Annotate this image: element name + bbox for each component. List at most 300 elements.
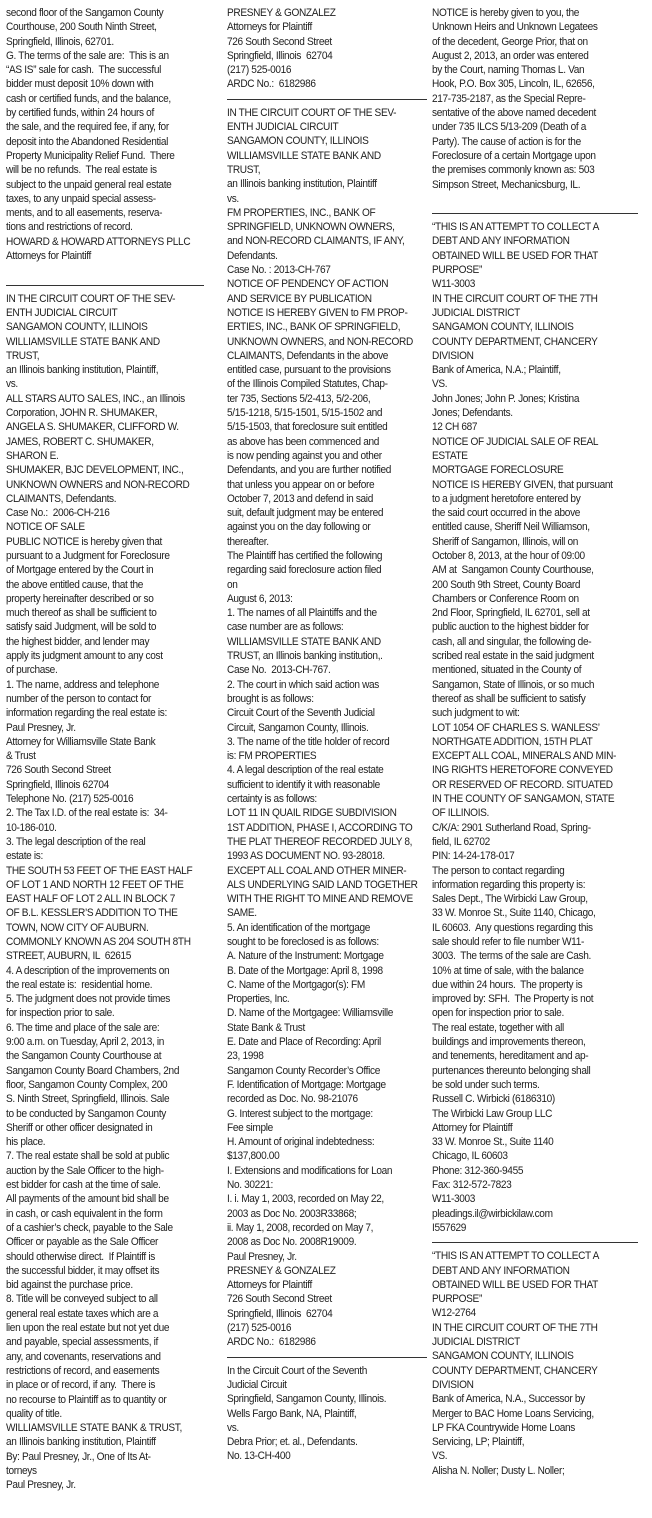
notice-text-line: “THIS IS AN ATTEMPT TO COLLECT A [432,221,599,234]
notice-text-line: to be conducted by Sangamon County [6,1107,166,1120]
notice-text-line: Springfield, Illinois 62704 [6,778,109,791]
notice-text-line: the said court occurred in the above [432,507,581,520]
notice-text-line: estate is: [6,850,43,863]
notice-text-line: 726 South Second Street [227,1293,332,1306]
notice-text-line: IN THE COUNTY OF SANGAMON, STATE [432,793,615,806]
notice-text-line: Defendants. [227,249,278,262]
notice-text-line: OF B.L. KESSLER’S ADDITION TO THE [6,907,178,920]
notice-text-line: E. Date and Place of Recording: April [227,1036,381,1049]
notice-text-line: and tenements, hereditament and ap- [432,1050,589,1063]
notice-text-line: Sangamon County Board Chambers, 2nd [6,1064,180,1077]
notice-text-line: CLAIMANTS, Defendants in the above [227,349,389,362]
notice-text-line: against you on the day following or [227,521,371,534]
notice-text-line: Paul Presney, Jr. [6,721,76,734]
notice-text-line: All payments of the amount bid shall be [6,1193,169,1206]
notice-text-line: NOTICE OF SALE [6,521,85,534]
notice-text-line: OR RESERVED OF RECORD. SITUATED [432,778,613,791]
notice-text-line: Merger to BAC Home Loans Servicing, [432,1407,594,1420]
notice-text-line: 2008 as Doc No. 2008R19009. [227,1236,357,1249]
notice-text-line: Judicial Circuit [227,1378,287,1391]
notice-text-line: open for inspection prior to sale. [432,1007,564,1020]
notice-text-line: August 6, 2013: [227,592,293,605]
legal-notice [227,1364,433,1464]
notice-text-line: “AS IS” sale for cash. The successful [6,64,161,77]
notice-text-line: no recourse to Plaintiff as to quantity or [6,1393,167,1406]
notice-text-line: deposit into the Abandoned Residential [6,135,168,148]
notice-text-line: and payable, special assessments, if [6,1336,158,1349]
notice-text-line: Fee simple [227,1121,273,1134]
notice-text-line: vs. [227,192,239,205]
notice-text-line: DEBT AND ANY INFORMATION [432,235,570,248]
notice-text-line: LP FKA Countrywide Home Loans [432,1421,575,1434]
notice-text-line: sale should refer to file number W11- [432,936,584,948]
notice-text-line: MORTGAGE FORECLOSURE [432,464,564,477]
notice-text-line: will be no refunds. The real estate is [6,164,157,177]
notice-text-line: Telephone No. (217) 525-0016 [6,793,134,806]
notice-text-line: 200 South 9th Street, County Board [432,578,581,591]
notice-text-line: Case No. : 2013-CH-767 [227,264,331,277]
notice-text-line: (217) 525-0016 [227,1322,292,1335]
notice-text-line: sentative of the above named decedent [432,107,597,120]
notice-text-line: 12 CH 687 [432,421,478,434]
notice-text-line: IN THE CIRCUIT COURT OF THE 7TH [432,1321,598,1334]
notice-text-line: No. 30221: [227,1179,273,1192]
notice-text-line: IN THE CIRCUIT COURT OF THE 7TH [432,292,598,305]
notice-text-line: 1ST ADDITION, PHASE I, ACCORDING TO [227,821,413,834]
notice-text-line: August 2, 2013, an order was entered [432,49,589,62]
notice-text-line: 1993 AS DOCUMENT NO. 93-28018. [227,850,385,863]
notice-text-line: the highest bidder, and lender may [6,635,150,648]
notice-text-line: ments, and to all easements, reserva- [6,207,163,220]
notice-text-line: In the Circuit Court of the Seventh [227,1364,367,1377]
notice-text-line: STREET, AUBURN, IL 62615 [6,950,132,963]
notice-text-line: EXCEPT ALL COAL AND OTHER MINER- [227,864,407,877]
notice-text-line: Attorneys for Plaintiff [227,1279,313,1292]
notice-divider [227,99,427,100]
notice-text-line: The real estate, together with all [432,1021,564,1034]
notice-text-line: 10% at time of sale, with the balance [432,964,584,977]
notice-text-line: sufficient to identify it with reasonable [227,778,380,791]
notice-text-line: TRUST, an Illinois banking institution,. [227,650,383,663]
notice-text-line: LOT 1054 OF CHARLES S. WANLESS’ [432,721,600,734]
notice-text-line: I. i. May 1, 2003, recorded on May 22, [227,1193,384,1206]
notice-text-line: 3003. The terms of the sale are Cash. [432,950,591,963]
notice-text-line: entitled cause, Sheriff Neil Williamson, [432,521,590,534]
notice-text-line: Attorney for Plaintiff [432,1121,513,1134]
legal-notice [432,1249,638,1478]
notice-text-line: VS. [432,378,448,391]
notice-text-line: SHUMAKER, BJC DEVELOPMENT, INC., [6,464,184,477]
notice-text-line: CLAIMANTS, Defendants. [6,492,117,505]
notice-text-line: Defendants, and you are further notified [227,464,392,477]
notice-text-line: Attorneys for Plaintiff [227,21,313,34]
notice-text-line: B. Date of the Mortgage: April 8, 1998 [227,964,383,977]
notice-text-line: 5/15-1218, 5/15-1501, 5/15-1502 and [227,407,383,420]
notice-text-line: thereof as shall be sufficient to satisfy [432,692,586,705]
notice-text-line: Circuit Court of the Seventh Judicial [227,707,375,720]
notice-text-line: buildings and improvements thereon, [432,1036,586,1049]
notice-text-line: Properties, Inc. [227,993,290,1006]
notice-text-line: DIVISION [432,349,474,362]
notice-text-line: PUBLIC NOTICE is hereby given that [6,535,163,548]
notice-text-line: 2. The court in which said action was [227,678,379,691]
notice-text-line: S. Ninth Street, Springfield, Illinois. Sale [6,1093,170,1106]
notice-text-line: of a cashier’s check, payable to the Sale [6,1221,173,1234]
notice-text-line: number of the person to contact for [6,692,152,705]
notice-text-line: & Trust [6,750,36,763]
notice-text-line: of the decedent, George Prior, that on [432,35,588,48]
notice-text-line: The Wirbicki Law Group LLC [432,1107,553,1120]
notice-text-line: by certified funds, within 24 hours of [6,107,154,120]
notice-text-line: Courthouse, 200 South Ninth Street, [6,21,157,34]
notice-text-line: the successful bidder, it may offset its [6,1264,160,1277]
notice-text-line: COMMONLY KNOWN AS 204 SOUTH 8TH [6,936,191,948]
notice-text-line: Wells Fargo Bank, NA, Plaintiff, [227,1407,357,1420]
column-left [6,6,212,1516]
notice-text-line: SANGAMON COUNTY, ILLINOIS [227,135,369,148]
notice-text-line: on [227,578,238,591]
notice-text-line: Hook, P.O. Box 305, Lincoln, IL, 62656, [432,78,595,91]
notice-text-line: OBTAINED WILL BE USED FOR THAT [432,249,598,262]
notice-text-line: ALS UNDERLYING SAID LAND TOGETHER [227,878,418,891]
notice-text-line: ENTH JUDICIAL CIRCUIT [6,306,118,319]
notice-text-line: floor, Sangamon County Complex, 200 [6,1078,168,1091]
notice-text-line: ESTATE [432,449,468,462]
notice-text-line: Unknown Heirs and Unknown Legatees [432,21,598,34]
notice-text-line: PURPOSE” [432,264,482,277]
notice-text-line: an Illinois banking institution, Plaintiff [227,178,377,191]
notice-text-line: 726 South Second Street [227,35,332,48]
notice-text-line: W12-2764 [432,1307,476,1320]
legal-notice [432,220,638,1235]
notice-divider [227,1357,427,1358]
notice-text-line: 3. The name of the title holder of record [227,735,390,748]
notice-text-line: TRUST, [227,163,261,176]
notice-text-line: October 7, 2013 and defend in said [227,492,373,505]
notice-text-line: UNKNOWN OWNERS and NON-RECORD [6,478,190,491]
notice-text-line: the premises commonly known as: 503 [432,164,595,177]
notice-text-line: taxes, to any unpaid special assess- [6,192,156,205]
notice-text-line: The person to contact regarding [432,864,565,877]
notice-text-line: A. Nature of the Instrument: Mortgage [227,950,384,963]
notice-text-line: 8. Title will be conveyed subject to all [6,1293,158,1306]
blank-line [6,263,212,277]
blank-line [432,192,638,206]
notice-text-line: SANGAMON COUNTY, ILLINOIS [432,1350,574,1363]
notice-text-line: to a judgment heretofore entered by [432,492,581,505]
notice-text-line: NOTICE IS HEREBY GIVEN to FM PROP- [227,306,408,319]
notice-text-line: is now pending against you and other [227,449,382,462]
notice-text-line: due within 24 hours. The property is [432,978,583,991]
notice-text-line: C/K/A: 2901 Sutherland Road, Spring- [432,821,591,834]
notice-text-line: NOTICE OF PENDENCY OF ACTION [227,278,389,291]
notice-text-line: an Illinois banking institution, Plaintiff [6,1436,156,1449]
legal-notice [6,6,212,263]
notice-text-line: Party). The cause of action is for the [432,135,581,148]
notice-text-line: ARDC No.: 6182986 [227,1336,316,1349]
notice-text-line: 9:00 a.m. on Tuesday, April 2, 2013, in [6,1036,165,1049]
notice-text-line: bidder must deposit 10% down with [6,78,154,91]
notice-text-line: 6. The time and place of the sale are: [6,1021,160,1034]
notice-text-line: Foreclosure of a certain Mortgage upon [432,149,596,162]
notice-text-line: Debra Prior; et. al., Defendants. [227,1436,358,1449]
notice-text-line: Paul Presney, Jr. [227,1250,297,1263]
notice-text-line: I. Extensions and modifications for Loan [227,1164,393,1177]
notice-text-line: JUDICIAL DISTRICT [432,306,520,319]
notice-text-line: COUNTY DEPARTMENT, CHANCERY [432,335,598,348]
notice-text-line: Russell C. Wirbicki (6186310) [432,1093,555,1106]
notice-text-line: Springfield, Sangamon County, Illinois. [227,1393,387,1406]
notice-text-line: No. 13-CH-400 [227,1450,291,1463]
notice-text-line: HOWARD & HOWARD ATTORNEYS PLLC [6,235,191,248]
notice-text-line: by the Court, naming Thomas L. Van [432,64,585,77]
notice-text-line: PIN: 14-24-178-017 [432,850,515,863]
notice-divider [432,213,638,214]
notice-text-line: suit, default judgment may be entered [227,507,384,520]
notice-text-line: quality of title. [6,1407,62,1420]
notice-text-line: certainty is as follows: [227,793,317,806]
notice-text-line: Jones; Defendants. [432,407,513,420]
notice-text-line: entitled case, pursuant to the provisions [227,364,391,377]
notice-text-line: pleadings.il@wirbickilaw.com [432,1207,553,1220]
notice-text-line: restrictions of record, and easements [6,1364,160,1377]
notice-text-line: WILLIAMSVILLE STATE BANK & TRUST, [6,1422,182,1435]
notice-text-line: 5. The judgment does not provide times [6,993,171,1006]
legal-notice [227,106,433,1350]
notice-text-line: IN THE CIRCUIT COURT OF THE SEV- [227,106,397,119]
notice-text-line: UNKNOWN OWNERS, and NON-RECORD [227,335,413,348]
notice-text-line: satisfy said Judgment, will be sold to [6,621,157,634]
notice-text-line: Case No. 2013-CH-767. [227,664,331,677]
notice-text-line: purtenances thereunto belonging shall [432,1064,591,1077]
notice-text-line: October 8, 2013, at the hour of 09:00 [432,549,585,562]
notice-text-line: LOT 11 IN QUAIL RIDGE SUBDIVISION [227,807,397,820]
notice-text-line: any, and covenants, reservations and [6,1350,161,1363]
notice-text-line: 5. An identification of the mortgage [227,921,371,934]
notice-text-line: PRESNEY & GONZALEZ [227,1264,336,1277]
notice-text-line: COUNTY DEPARTMENT, CHANCERY [432,1364,598,1377]
notice-text-line: AND SERVICE BY PUBLICATION [227,292,372,305]
notice-text-line: the Sangamon County Courthouse at [6,1050,162,1063]
notice-text-line: SANGAMON COUNTY, ILLINOIS [432,321,574,334]
notice-text-line: ANGELA S. SHUMAKER, CLIFFORD W. [6,421,179,434]
notice-text-line: the sale, and the required fee, if any, for [6,121,169,134]
notice-text-line: 2. The Tax I.D. of the real estate is: 34- [6,807,168,820]
notice-text-line: Chambers or Conference Room on [432,592,579,605]
notice-text-line: JAMES, ROBERT C. SHUMAKER, [6,435,154,448]
notice-text-line: scribed real estate in the said judgment [432,650,594,663]
notice-text-line: in place or of record, if any. There is [6,1379,156,1392]
notice-text-line: WILLIAMSVILLE STATE BANK AND [227,149,381,162]
notice-text-line: WILLIAMSVILLE STATE BANK AND [6,335,160,348]
notice-text-line: that unless you appear on or before [227,478,375,491]
notice-text-line: WILLIAMSVILLE STATE BANK AND [227,635,381,648]
notice-text-line: SHARON E. [6,449,59,462]
notice-text-line: Bank of America, N.A., Successor by [432,1393,585,1406]
notice-text-line: should otherwise direct. If Plaintiff is [6,1250,155,1263]
notice-text-line: The Plaintiff has certified the following [227,549,383,562]
notice-text-line: ter 735, Sections 5/2-413, 5/2-206, [227,392,371,405]
notice-text-line: NORTHGATE ADDITION, 15TH PLAT [432,735,593,748]
notice-text-line: W11-3003 [432,1193,476,1206]
column-middle [227,6,433,1516]
notice-text-line: ING RIGHTS HERETOFORE CONVEYED [432,764,613,777]
notice-text-line: est bidder for cash at the time of sale. [6,1179,161,1192]
notice-text-line: Property Municipality Relief Fund. There [6,149,175,162]
notice-text-line: 726 South Second Street [6,764,111,777]
notice-text-line: D. Name of the Mortgagee: Williamsville [227,1007,394,1020]
notice-text-line: such judgment to wit: [432,707,520,720]
notice-text-line: mentioned, situated in the County of [432,664,582,677]
notice-text-line: second floor of the Sangamon County [6,7,164,19]
notice-text-line: information regarding the real estate is: [6,707,167,720]
notice-divider [432,1242,638,1243]
notice-text-line: cash, all and singular, the following de- [432,635,592,648]
notice-text-line: Sales Dept., The Wirbicki Law Group, [432,893,588,906]
notice-text-line: regarding said foreclosure action filed [227,564,382,577]
notice-text-line: Paul Presney, Jr. [6,1479,76,1492]
notice-text-line: By: Paul Presney, Jr., One of Its At- [6,1450,151,1463]
notice-text-line: Simpson Street, Mechanicsburg, IL. [432,178,581,191]
notice-text-line: of Mortgage entered by the Court in [6,564,154,577]
legal-notice [6,292,212,1493]
notice-text-line: 5/15-1503, that foreclosure suit entitled [227,421,388,434]
notice-text-line: G. The terms of the sale are: This is an [6,49,169,62]
notice-text-line: JUDICIAL DISTRICT [432,1336,520,1349]
notice-text-line: Officer or payable as the Sale Officer [6,1236,159,1249]
notice-text-line: and NON-RECORD CLAIMANTS, IF ANY, [227,235,405,248]
notice-text-line: Phone: 312-360-9455 [432,1164,524,1177]
notice-text-line: his place. [6,1136,46,1149]
notice-text-line: case number are as follows: [227,621,344,634]
notice-text-line: (217) 525-0016 [227,64,292,77]
notice-text-line: Springfield, Illinois 62704 [227,49,333,62]
notice-text-line: property hereinafter described or so [6,592,154,605]
notice-text-line: TRUST, [6,349,40,362]
notice-text-line: DEBT AND ANY INFORMATION [432,1264,570,1277]
notice-text-line: for inspection prior to sale. [6,1007,115,1020]
notice-text-line: ERTIES, INC., BANK OF SPRINGFIELD, [227,321,401,334]
notice-text-line: G. Interest subject to the mortgage: [227,1107,373,1120]
notice-text-line: Sheriff of Sangamon, Illinois, will on [432,535,579,548]
notice-text-line: W11-3003 [432,278,476,291]
notice-text-line: PURPOSE” [432,1293,482,1306]
notice-text-line: AM at Sangamon County Courthouse, [432,564,594,577]
notice-text-line: OF ILLINOIS. [432,807,490,820]
notice-text-line: under 735 ILCS 5/13-209 (Death of a [432,121,587,134]
notice-text-line: ARDC No.: 6182986 [227,78,316,91]
notice-text-line: I557629 [432,1221,467,1234]
notice-text-line: as above has been commenced and [227,435,380,448]
notice-text-line: information regarding this property is: [432,878,586,891]
notice-text-line: auction by the Sale Officer to the high- [6,1164,164,1177]
notice-text-line: NOTICE is hereby given to you, the [432,7,580,19]
notice-text-line: ENTH JUDICIAL CIRCUIT [227,121,339,134]
notice-text-line: 1. The name, address and telephone [6,678,160,691]
notice-text-line: torneys [6,1464,37,1477]
notice-text-line: NOTICE OF JUDICIAL SALE OF REAL [432,435,599,448]
notice-text-line: Sangamon, State of Illinois, or so much [432,678,595,691]
notice-text-line: lien upon the real estate but not yet due [6,1322,170,1335]
notice-text-line: 7. The real estate shall be sold at public [6,1150,170,1163]
notice-text-line: VS. [432,1450,448,1463]
notice-text-line: recorded as Doc. No. 98-21076 [227,1093,358,1106]
notice-text-line: 1. The names of all Plaintiffs and the [227,607,377,620]
notice-text-line: SPRINGFIELD, UNKNOWN OWNERS, [227,221,395,234]
notice-text-line: Sangamon County Recorder’s Office [227,1064,381,1077]
notice-text-line: $137,800.00 [227,1150,280,1163]
notice-text-line: EAST HALF OF LOT 2 ALL IN BLOCK 7 [6,893,176,906]
notice-text-line: PRESNEY & GONZALEZ [227,7,336,19]
column-right [432,6,638,1516]
notice-text-line: ii. May 1, 2008, recorded on May 7, [227,1221,374,1234]
notice-text-line: 23, 1998 [227,1050,264,1063]
notice-text-line: general real estate taxes which are a [6,1307,159,1320]
notice-text-line: IN THE CIRCUIT COURT OF THE SEV- [6,292,176,305]
notice-text-line: thereafter. [227,535,269,548]
notice-text-line: DIVISION [432,1378,474,1391]
notice-text-line: 33 W. Monroe St., Suite 1140 [432,1136,554,1149]
notice-text-line: much thereof as shall be sufficient to [6,607,157,620]
notice-text-line: EXCEPT ALL COAL, MINERALS AND MIN- [432,750,617,763]
notice-text-line: SANGAMON COUNTY, ILLINOIS [6,321,148,334]
notice-text-line: is: FM PROPERTIES [227,750,317,763]
notice-text-line: “THIS IS AN ATTEMPT TO COLLECT A [432,1250,599,1263]
notice-text-line: pursuant to a Judgment for Foreclosure [6,549,170,562]
notice-text-line: bid against the purchase price. [6,1279,133,1292]
notice-text-line: THE PLAT THEREOF RECORDED JULY 8, [227,835,413,848]
notice-text-line: State Bank & Trust [227,1021,305,1034]
notice-text-line: Bank of America, N.A.; Plaintiff, [432,364,561,377]
notice-text-line: 4. A legal description of the real estate [227,764,384,777]
notice-text-line: sought to be foreclosed is as follows: [227,936,379,948]
notice-text-line: Case No.: 2006-CH-216 [6,507,110,520]
notice-text-line: of the Illinois Compiled Statutes, Chap- [227,378,388,391]
notice-text-line: IL 60603. Any questions regarding this [432,921,593,934]
notice-text-line: Circuit, Sangamon County, Illinois. [227,721,369,734]
notice-text-line: WITH THE RIGHT TO MINE AND REMOVE [227,893,413,906]
notice-text-line: apply its judgment amount to any cost [6,650,163,663]
notice-text-line: FM PROPERTIES, INC., BANK OF [227,206,376,219]
notice-text-line: C. Name of the Mortgagor(s): FM [227,978,365,991]
notice-text-line: Attorneys for Plaintiff [6,250,92,263]
notice-text-line: field, IL 62702 [432,835,490,848]
notice-text-line: John Jones; John P. Jones; Kristina [432,392,580,405]
notice-text-line: OBTAINED WILL BE USED FOR THAT [432,1278,598,1291]
notice-text-line: 217-735-2187, as the Special Repre- [432,92,586,105]
notice-text-line: 4. A description of the improvements on [6,964,170,977]
notice-text-line: subject to the unpaid general real estate [6,178,172,191]
notice-text-line: brought is as follows: [227,692,314,705]
notice-text-line: an Illinois banking institution, Plaintiff, [6,364,159,377]
notice-text-line: vs. [227,1421,239,1434]
notice-text-line: Sheriff or other officer designated in [6,1121,153,1134]
notice-text-line: 2003 as Doc No. 2003R33868; [227,1207,357,1220]
notice-text-line: SAME. [227,907,257,920]
notice-text-line: 2nd Floor, Springfield, IL 62701, sell at [432,607,590,620]
notice-text-line: Fax: 312-572-7823 [432,1179,512,1192]
notice-text-line: 10-186-010. [6,821,57,834]
notice-text-line: Attorney for Williamsville State Bank [6,735,156,748]
notice-text-line: Alisha N. Noller; Dusty L. Noller; [432,1464,565,1477]
notice-text-line: improved by: SFH. The Property is not [432,993,594,1006]
notice-text-line: 33 W. Monroe St., Suite 1140, Chicago, [432,907,596,920]
notice-text-line: Chicago, IL 60603 [432,1150,508,1163]
legal-notice [432,6,638,192]
notice-text-line: F. Identification of Mortgage: Mortgage [227,1078,386,1091]
notice-text-line: NOTICE IS HEREBY GIVEN, that pursuant [432,478,613,491]
notice-text-line: cash or certified funds, and the balance, [6,92,171,105]
